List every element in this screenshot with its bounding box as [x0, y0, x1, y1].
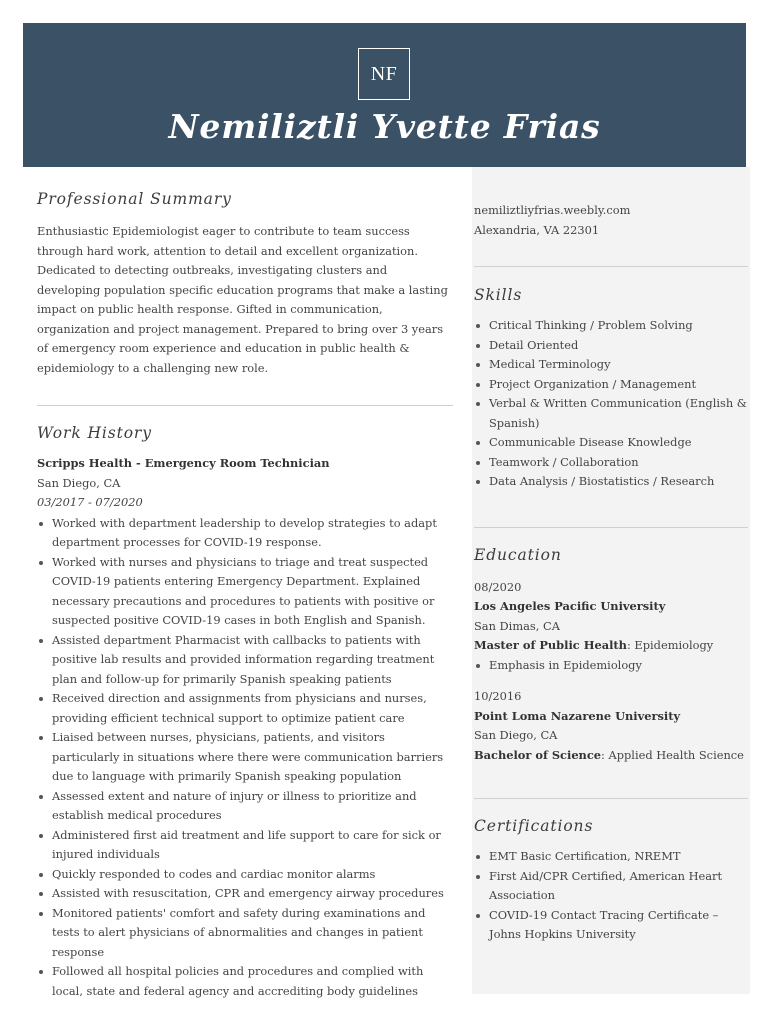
job-dates: 03/2017 - 07/2020 — [37, 495, 143, 509]
list-item: Administered first aid treatment and life support to care for sick or injured individuals — [37, 826, 453, 865]
sidebar-column — [474, 201, 748, 945]
list-item: Detail Oriented — [474, 336, 748, 356]
education-entry — [474, 578, 748, 676]
list-item: COVID-19 Contact Tracing Certificate – Johns Hopkins University — [474, 906, 748, 945]
contact-address: Alexandria, VA 22301 — [474, 222, 600, 237]
degree-line — [474, 636, 748, 656]
section-divider — [474, 798, 748, 799]
education-bullet-list — [474, 656, 748, 676]
section-divider — [474, 266, 748, 267]
degree-name: Bachelor of Science — [474, 747, 602, 762]
list-item: EMT Basic Certification, NREMT — [474, 847, 748, 867]
skills-heading: Skills — [474, 286, 523, 304]
list-item: Followed all hospital policies and procedures and complied with local, state and federal agency and accrediting body guidelines — [37, 962, 453, 1001]
degree-name: Master of Public Health — [474, 638, 627, 652]
job-title: Scripps Health - Emergency Room Technician — [37, 456, 330, 470]
school-location: San Diego, CA — [474, 728, 558, 742]
degree-line — [474, 746, 748, 766]
list-item: Assisted department Pharmacist with callbacks to patients with positive lab results and provided information regarding treatment plan and follow-up for primarily Spanish speaking patients — [37, 631, 453, 690]
list-item: Communicable Disease Knowledge — [474, 433, 748, 453]
list-item: Liaised between nurses, physicians, patients, and visitors particularly in situations where there were communication barriers due to language with primarily Spanish speaking population — [37, 728, 453, 787]
list-item: Worked with nurses and physicians to triage and treat suspected COVID-19 patients entering Emergency Department. Explained necessary precautions and procedures to patients with positive or suspected positive COVID-19 cases in both English and Spanish. — [37, 553, 453, 631]
list-item: Received direction and assignments from physicians and nurses, providing efficient technical support to optimize patient care — [37, 689, 453, 728]
list-item: Worked with department leadership to develop strategies to adapt department processes for COVID-19 response. — [37, 514, 453, 553]
education-entry — [474, 687, 748, 765]
list-item: Monitored patients' comfort and safety during examinations and tests to alert physicians of abnormalities and changes in patient response — [37, 904, 453, 963]
job-location: San Diego, CA — [37, 475, 121, 490]
list-item: Assisted with resuscitation, CPR and emergency airway procedures — [37, 884, 453, 904]
main-column — [37, 186, 453, 1001]
list-item: Emphasis in Epidemiology — [474, 656, 748, 676]
skills-list — [474, 316, 748, 492]
list-item: Project Organization / Management — [474, 375, 748, 395]
summary-text: Enthusiastic Epidemiologist eager to contribute to team success through hard work, attention to detail and excellent organization. Dedicated to detecting outbreaks, investigating clusters and developing population specific education programs that make a lasting impact on public health response. Gifted in communication, organization and project management. Prepared to bring over 3 years of emergency room experience and education in public health & epidemiology to a challenging new role. — [37, 224, 448, 375]
website-link[interactable]: nemiliztliyfrias.weebly.com — [474, 203, 631, 217]
list-item: Data Analysis / Biostatistics / Research — [474, 472, 748, 492]
certifications-heading: Certifications — [474, 817, 594, 835]
education-date: 10/2016 — [474, 689, 522, 703]
job-bullet-list — [37, 514, 453, 1002]
certifications-list — [474, 847, 748, 945]
list-item: Critical Thinking / Problem Solving — [474, 316, 748, 336]
education-date: 08/2020 — [474, 579, 522, 594]
work-history-heading: Work History — [37, 424, 152, 442]
school-name: Point Loma Nazarene University — [474, 708, 681, 723]
monogram-badge: NF — [358, 48, 410, 100]
school-location: San Dimas, CA — [474, 618, 560, 633]
degree-field: : Applied Health Science — [601, 747, 744, 762]
school-name: Los Angeles Pacific University — [474, 599, 666, 613]
section-divider — [474, 527, 748, 528]
candidate-name: Nemiliztli Yvette Frias — [168, 107, 601, 146]
list-item: Assessed extent and nature of injury or illness to prioritize and establish medical procedures — [37, 787, 453, 826]
list-item: Medical Terminology — [474, 355, 748, 375]
list-item: Quickly responded to codes and cardiac monitor alarms — [37, 865, 453, 885]
list-item: Teamwork / Collaboration — [474, 453, 748, 473]
education-heading: Education — [474, 545, 562, 564]
section-divider — [37, 405, 453, 406]
degree-field: : Epidemiology — [626, 638, 714, 652]
list-item: Verbal & Written Communication (English & Spanish) — [474, 394, 748, 433]
summary-heading: Professional Summary — [37, 190, 232, 208]
job-entry — [37, 454, 453, 1001]
list-item: First Aid/CPR Certified, American Heart Association — [474, 867, 748, 906]
